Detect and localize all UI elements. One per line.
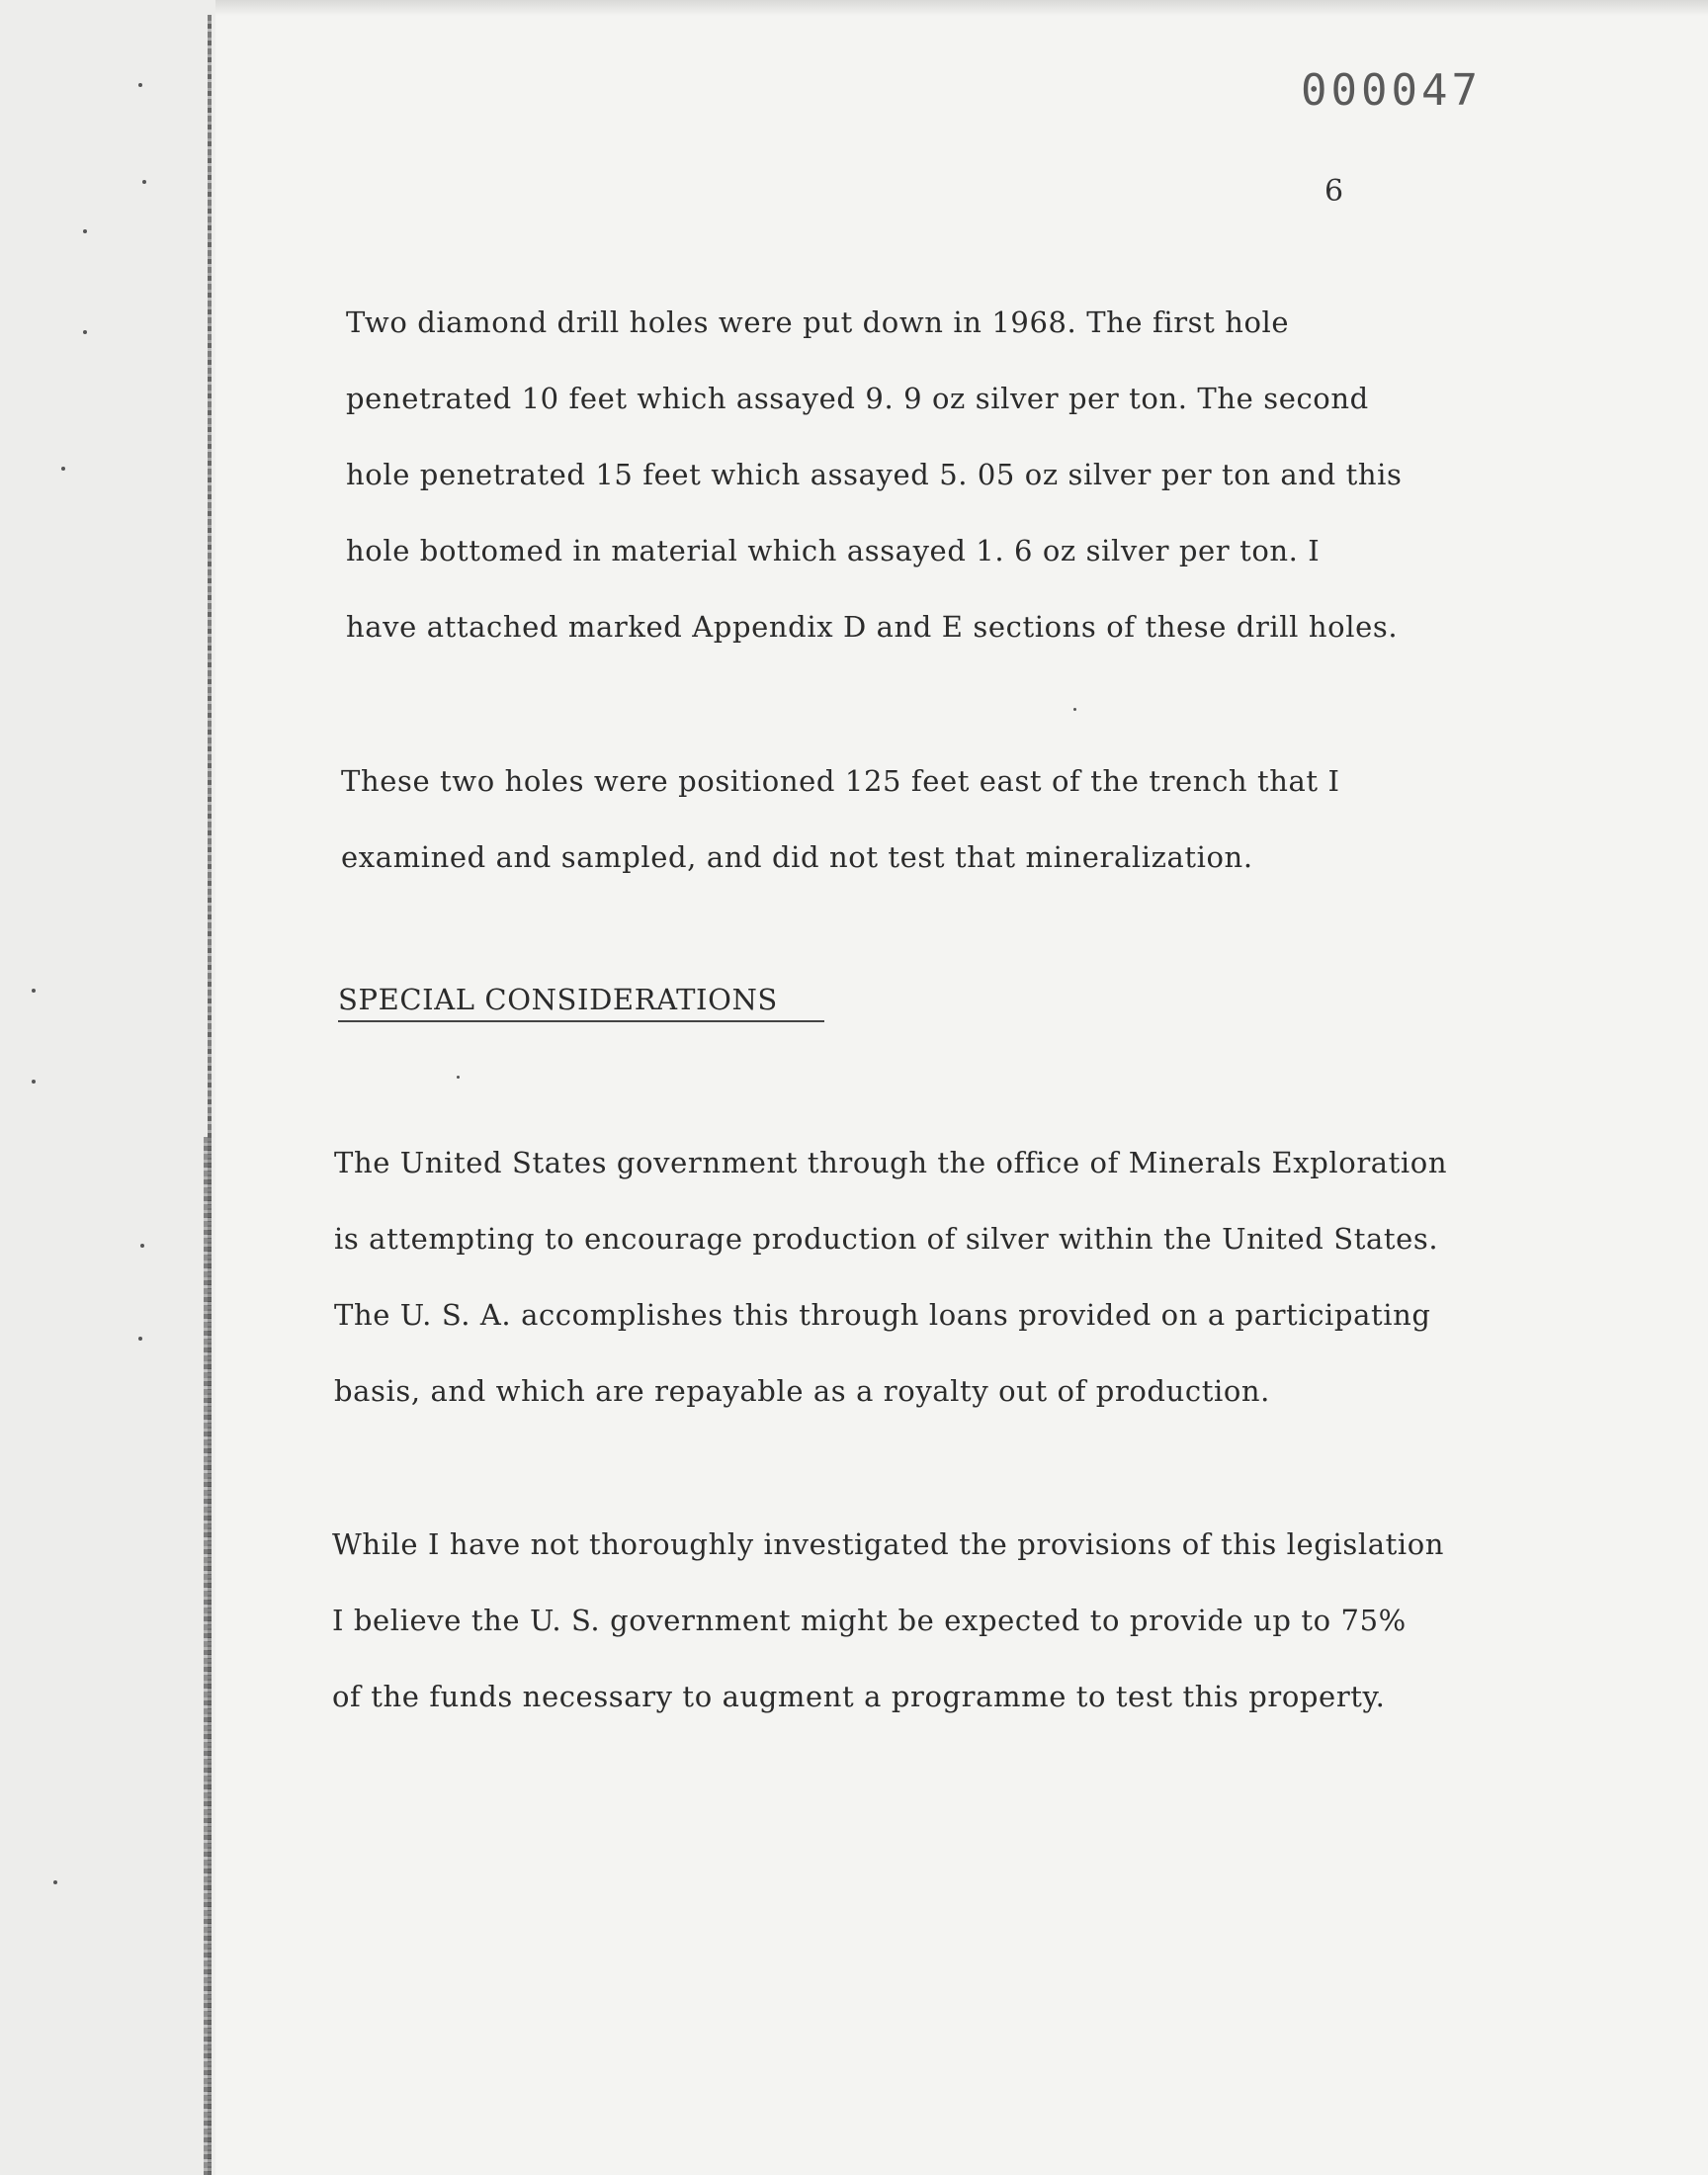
paragraph-government-program [334,1125,1447,1430]
scan-speck [83,229,87,233]
text-line: Two diamond drill holes were put down in 1968. The first hole [346,305,1290,339]
paragraph-hole-position [341,743,1340,896]
document-number-stamp: 000047 [1301,65,1482,116]
text-line: penetrated 10 feet which assayed 9. 9 oz silver per ton. The second [346,382,1369,415]
text-line: The U. S. A. accomplishes this through loans provided on a participating [334,1298,1431,1332]
text-line: is attempting to encourage production of silver within the United States. [334,1222,1439,1256]
text-line: I believe the U. S. government might be expected to provide up to 75% [332,1604,1407,1637]
scan-speck [142,180,146,184]
scan-speck [138,83,142,87]
text-line: basis, and which are repayable as a royalty out of production. [334,1374,1270,1408]
text-line: have attached marked Appendix D and E sections of these drill holes. [346,610,1399,644]
scan-speck [1073,708,1076,711]
paragraph-legislation [332,1507,1444,1735]
scan-speck [53,1880,57,1884]
text-line: These two holes were positioned 125 feet east of the trench that I [341,764,1340,798]
scan-speck [32,989,36,993]
text-line: While I have not thoroughly investigated the provisions of this legislation [332,1527,1445,1561]
text-line: hole bottomed in material which assayed 1. 6 oz silver per ton. I [346,534,1321,567]
scan-speck [32,1080,36,1084]
text-line: The United States government through the office of Minerals Exploration [334,1146,1448,1179]
scan-speck [138,1337,142,1341]
page-number: 6 [1324,174,1344,209]
scan-speck [61,467,65,471]
binding-edge-shadow [204,1137,212,2175]
scan-speck [83,330,87,334]
scan-speck [457,1076,460,1079]
paragraph-drill-holes [346,285,1402,665]
section-heading: SPECIAL CONSIDERATIONS [338,983,824,1022]
text-line: hole penetrated 15 feet which assayed 5. 05 oz silver per ton and this [346,458,1403,491]
text-line: of the funds necessary to augment a programme to test this property. [332,1680,1386,1713]
text-line: examined and sampled, and did not test that mineralization. [341,840,1253,874]
scan-top-edge [0,0,1708,16]
binding-margin [0,0,215,2175]
scan-speck [140,1244,144,1248]
